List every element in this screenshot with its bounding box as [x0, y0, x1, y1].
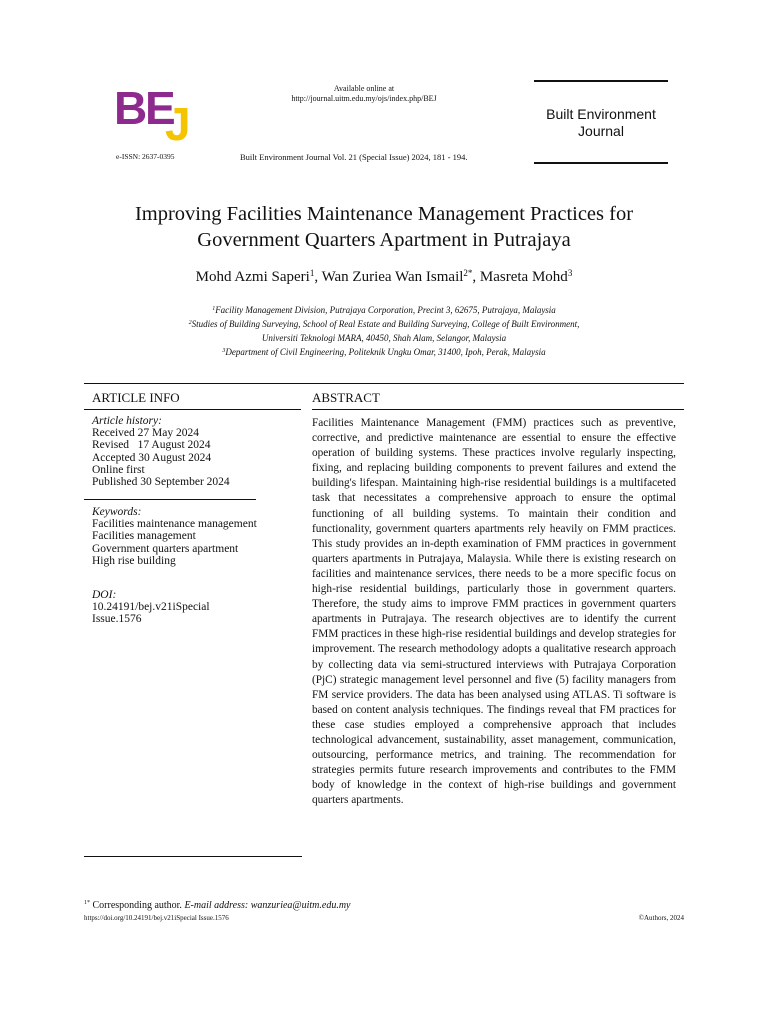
article-history [92, 415, 297, 488]
svg-text:E: E [145, 82, 176, 134]
abstract-heading: ABSTRACT [312, 390, 380, 405]
doi-line[interactable]: Issue.1576 [92, 613, 142, 626]
corr-label: Corresponding author. [92, 900, 182, 911]
doi-line[interactable]: 10.24191/bej.v21iSpecial [92, 601, 210, 614]
info-bottom-rule [84, 856, 302, 857]
svg-text:B: B [114, 82, 148, 134]
keyword-item: Facilities maintenance management [92, 518, 257, 531]
availability-note [266, 84, 462, 104]
abstract-body: Facilities Maintenance Management (FMM) practices such as preventive, corrective, and predictive maintenance are essential to ensure the effective operation of building systems. These practices involve regularly inspecting, fixing, and replacing building components to prevent failures and extend the building's lifespan. Maintaining high-rise residential buildings is a multifaceted task that necessitates a comprehensive approach to ensure the optimal functioning of all building systems. To maintain their condition and functionality, government quarters apartments rely heavily on FMM practices. This study provides an in-depth examination of FMM practices in government quarters apartments in Putrajaya, Malaysia. While there is existing research on facilities and maintenance services, there needs to be a more specific focus on high-rise residential buildings, particularly those in government quarters. Therefore, the study aims to improve FMM practices in government quarters apartments in Putrajaya. The research objectives are to identify the current FMM practices in these high-rise residential buildings and develop strategies for improvement. The research methodology adopts a qualitative research approach by collecting data via semi-structured interviews with Putrajaya Corporation (PjC) strategic management level personnel and five (5) facility managers from FM service providers. The data has been analysed using ATLAS. Ti software is based on content analysis techniques. The findings reveal that FM practices for these case studies employed a comprehensive approach that includes technological advancement, sustainability, asset management, communication, outsourcing, performance metrics, and training. The recommendation for strategies permits future research improvements and contributes to the FMM body of knowledge in the context of high-rise buildings and government quarters apartments. [312, 417, 676, 807]
history-item: Published 30 September 2024 [92, 476, 230, 489]
title-line: Improving Facilities Maintenance Management Practices for [134, 203, 634, 225]
email-link[interactable]: wanzuriea@uitm.edu.my [250, 900, 351, 911]
keywords-block [92, 506, 297, 567]
paper-title [60, 201, 708, 253]
author-name: Masreta Mohd [479, 269, 568, 285]
author-sup: 1 [309, 268, 315, 278]
affiliation: Universiti Teknologi MARA, 40450, Shah Alam, Selangor, Malaysia [261, 332, 507, 343]
author-name: Wan Zuriea Wan Ismail [321, 269, 464, 285]
history-item: Accepted 30 August 2024 [92, 451, 212, 464]
keyword-item: High rise building [92, 554, 176, 567]
affiliation: $^3$Department of Civil Engineering, Politeknik Ungku Omar, 31400, Ipoh, Perak, Malaysia [222, 347, 546, 358]
journal-title: Built Environment Journal [546, 106, 656, 139]
history-item: Online first [92, 463, 145, 476]
journal-title-box [534, 80, 668, 164]
keyword-item: Government quarters apartment [92, 542, 239, 555]
availability-line: Available online at [333, 84, 395, 93]
svg-text:J: J [165, 98, 191, 150]
author-list: Mohd Azmi Saperi$^1$, Wan Zuriea Wan Ismail$^{2*}$, Masreta Mohd$^3$ [195, 268, 573, 285]
article-info-heading: ARTICLE INFO [92, 390, 180, 405]
keyword-item: Facilities management [92, 530, 196, 543]
volume-line: Built Environment Journal Vol. 21 (Special Issue) 2024, 181 - 194. [240, 152, 468, 162]
issn: e-ISSN: 2637-0395 [116, 152, 175, 161]
journal-logo [112, 82, 191, 150]
author-sup: 2* [463, 268, 473, 278]
history-item: Received 27 May 2024 [92, 427, 199, 440]
affiliation: $^1$Facility Management Division, Putrajaya Corporation, Precint 3, 62675, Putrajaya, Malaysia [212, 305, 556, 315]
doi-block [92, 589, 297, 626]
history-label: Article history: [92, 415, 162, 427]
abstract-rule [312, 409, 684, 410]
corr-sup: 1* [84, 900, 90, 906]
author-name: Mohd Azmi Saperi [195, 269, 310, 285]
affiliation: $^2$Studies of Building Surveying, School of Real Estate and Building Surveying, College of Built Environment, [188, 319, 580, 330]
section-divider [84, 383, 684, 384]
history-item: Revised 17 August 2024 [92, 439, 211, 452]
corresponding-author [84, 900, 350, 911]
title-line: Government Quarters Apartment in Putrajaya [197, 229, 571, 251]
keywords-label: Keywords: [92, 506, 142, 518]
copyright: ©Authors, 2024 [638, 914, 684, 922]
affiliations [60, 303, 708, 360]
journal-url[interactable]: http://journal.uitm.edu.my/ojs/index.php/BEJ [291, 94, 437, 103]
doi-footer-link[interactable]: https://doi.org/10.24191/bej.v21iSpecial Issue.1576 [84, 914, 229, 922]
doi-label: DOI: [92, 589, 117, 601]
article-info-rule [84, 409, 301, 410]
author-sup: 3 [567, 268, 573, 278]
email-label: E-mail address: [184, 900, 249, 911]
info-divider [84, 499, 256, 500]
